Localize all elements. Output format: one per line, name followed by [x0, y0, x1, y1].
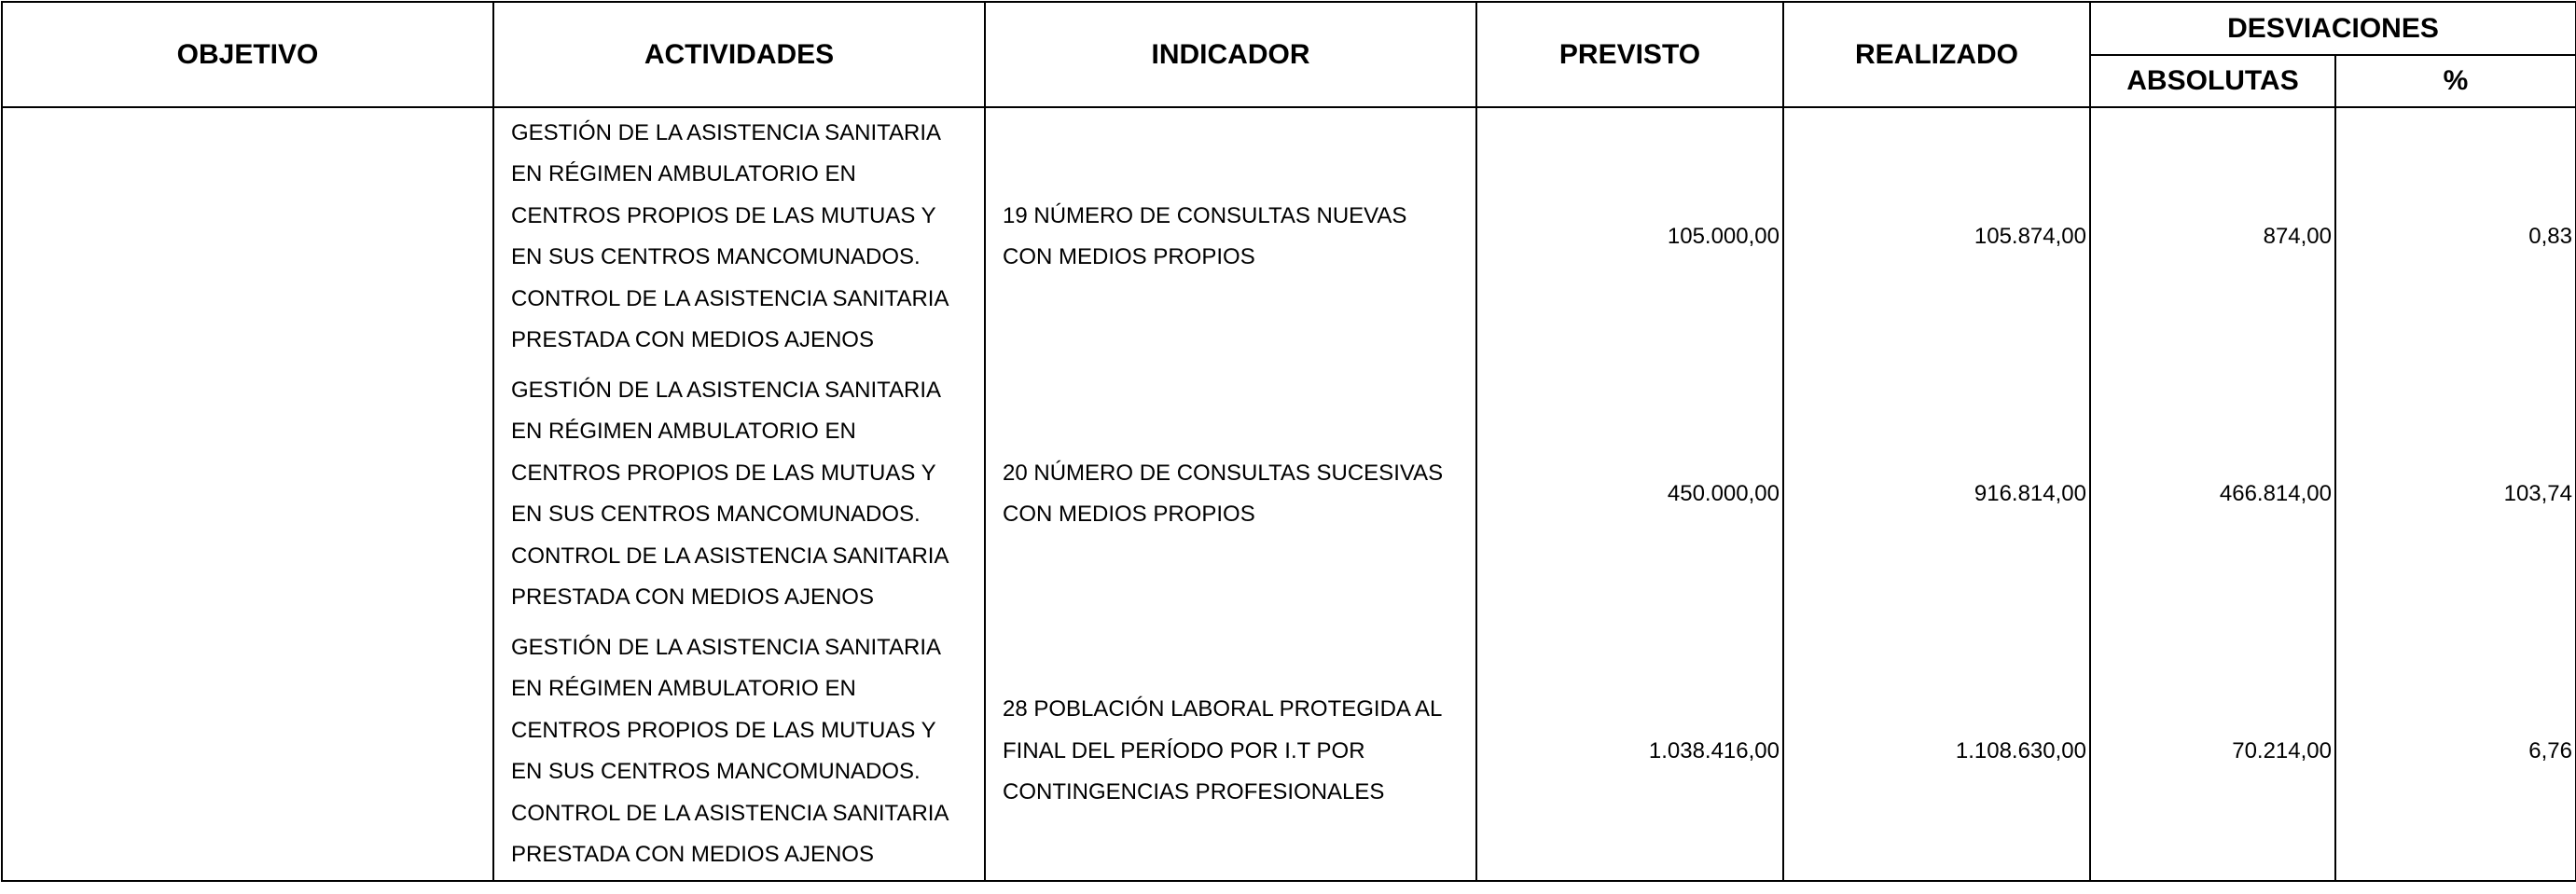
- absolutas-cell: 874,00: [2090, 107, 2335, 365]
- actividades-line: PRESTADA CON MEDIOS AJENOS: [511, 585, 874, 610]
- absolutas-cell: 466.814,00: [2090, 365, 2335, 623]
- actividades-line: EN SUS CENTROS MANCOMUNADOS.: [511, 759, 921, 784]
- indicador-line: CONTINGENCIAS PROFESIONALES: [1003, 779, 1385, 805]
- table-header: [2, 2, 2576, 107]
- actividades-line: PRESTADA CON MEDIOS AJENOS: [511, 842, 874, 867]
- table-row: [2, 623, 2576, 881]
- indicador-line: 20 NÚMERO DE CONSULTAS SUCESIVAS: [1003, 460, 1444, 486]
- actividades-line: CONTROL DE LA ASISTENCIA SANITARIA: [511, 800, 949, 826]
- realizado-cell: 916.814,00: [1783, 365, 2090, 623]
- porcentaje-cell: 0,83: [2335, 107, 2576, 365]
- header-indicador: INDICADOR: [985, 2, 1476, 107]
- table-row: [2, 365, 2576, 623]
- indicador-cell: [985, 365, 1476, 623]
- indicador-line: 19 NÚMERO DE CONSULTAS NUEVAS: [1003, 202, 1407, 228]
- previsto-cell: 105.000,00: [1476, 107, 1783, 365]
- porcentaje-cell: 103,74: [2335, 365, 2576, 623]
- header-row-top: [2, 2, 2576, 55]
- indicador-line: FINAL DEL PERÍODO POR I.T POR: [1003, 737, 1365, 763]
- table-body: [2, 107, 2576, 881]
- previsto-cell: 1.038.416,00: [1476, 623, 1783, 881]
- actividades-line: EN RÉGIMEN AMBULATORIO EN: [511, 419, 856, 444]
- actividades-line: CONTROL DE LA ASISTENCIA SANITARIA: [511, 543, 949, 569]
- header-previsto: PREVISTO: [1476, 2, 1783, 107]
- actividades-line: EN SUS CENTROS MANCOMUNADOS.: [511, 244, 921, 269]
- actividades-line: PRESTADA CON MEDIOS AJENOS: [511, 327, 874, 352]
- header-realizado: REALIZADO: [1783, 2, 2090, 107]
- actividades-line: EN RÉGIMEN AMBULATORIO EN: [511, 161, 856, 186]
- actividades-line: EN SUS CENTROS MANCOMUNADOS.: [511, 502, 921, 527]
- actividades-line: CENTROS PROPIOS DE LAS MUTUAS Y: [511, 460, 936, 486]
- objetivo-cell: [2, 107, 493, 365]
- actividades-line: CENTROS PROPIOS DE LAS MUTUAS Y: [511, 202, 936, 228]
- indicators-table: [1, 1, 2576, 882]
- realizado-cell: 1.108.630,00: [1783, 623, 2090, 881]
- header-objetivo: OBJETIVO: [2, 2, 493, 107]
- objetivo-cell: [2, 365, 493, 623]
- actividades-line: EN RÉGIMEN AMBULATORIO EN: [511, 676, 856, 701]
- header-absolutas: ABSOLUTAS: [2090, 55, 2335, 107]
- porcentaje-cell: 6,76: [2335, 623, 2576, 881]
- realizado-cell: 105.874,00: [1783, 107, 2090, 365]
- header-actividades: ACTIVIDADES: [493, 2, 985, 107]
- indicador-cell: [985, 107, 1476, 365]
- actividades-line: CONTROL DE LA ASISTENCIA SANITARIA: [511, 285, 949, 311]
- actividades-line: GESTIÓN DE LA ASISTENCIA SANITARIA: [511, 634, 942, 660]
- actividades-cell: [493, 107, 985, 365]
- header-desviaciones: DESVIACIONES: [2090, 2, 2576, 55]
- previsto-cell: 450.000,00: [1476, 365, 1783, 623]
- actividades-cell: [493, 365, 985, 623]
- table-row: [2, 107, 2576, 365]
- header-porcentaje: %: [2335, 55, 2576, 107]
- actividades-line: GESTIÓN DE LA ASISTENCIA SANITARIA: [511, 377, 942, 403]
- actividades-line: CENTROS PROPIOS DE LAS MUTUAS Y: [511, 717, 936, 743]
- actividades-line: GESTIÓN DE LA ASISTENCIA SANITARIA: [511, 119, 942, 145]
- objetivo-cell: [2, 623, 493, 881]
- indicador-cell: [985, 623, 1476, 881]
- actividades-cell: [493, 623, 985, 881]
- indicador-line: CON MEDIOS PROPIOS: [1003, 244, 1255, 269]
- absolutas-cell: 70.214,00: [2090, 623, 2335, 881]
- indicador-line: 28 POBLACIÓN LABORAL PROTEGIDA AL: [1003, 696, 1443, 722]
- indicador-line: CON MEDIOS PROPIOS: [1003, 502, 1255, 527]
